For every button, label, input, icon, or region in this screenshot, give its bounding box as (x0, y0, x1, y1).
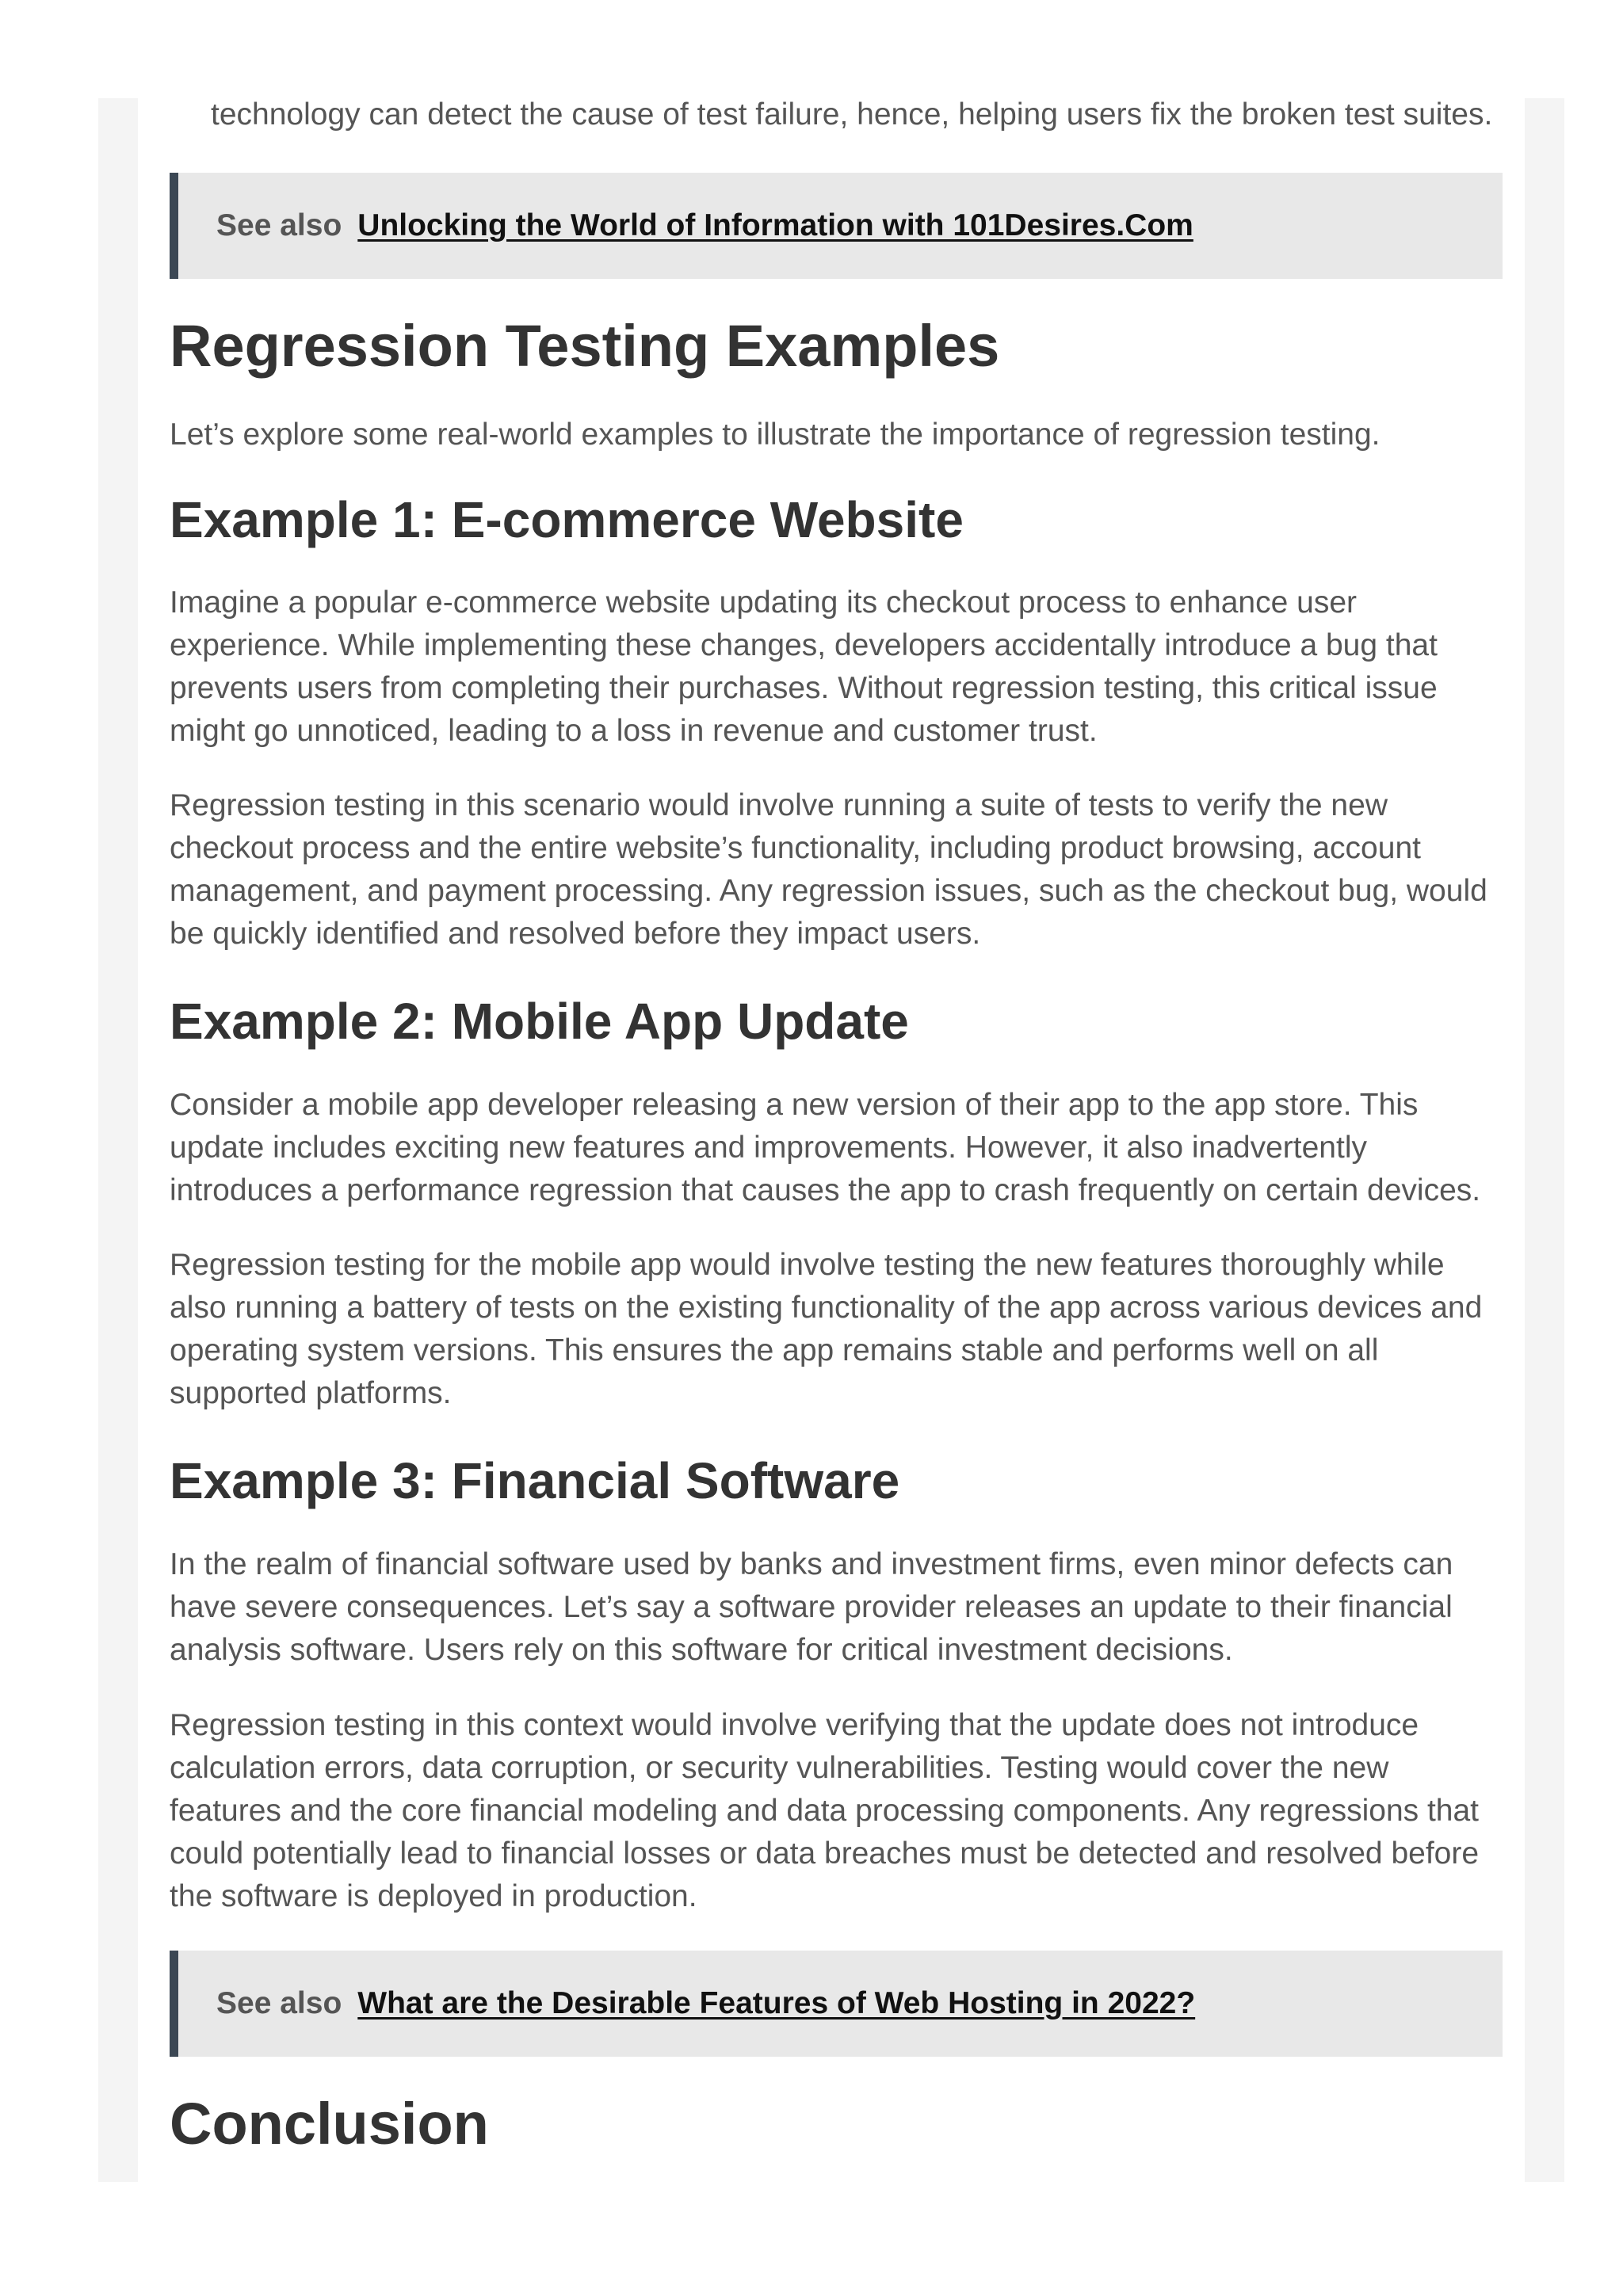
see-also-label: See also (216, 208, 342, 242)
example-2-paragraph-1: Consider a mobile app developer releasing a new version of their app to the app store. This update includes exciting new features and improvements. However, it also inadvertently introduces a performance regression that causes the app to crash frequently on certain devices. (170, 1088, 1481, 1207)
list-item-continuation: technology can detect the cause of test failure, hence, helping users fix the broken test suites. (211, 97, 1493, 132)
example-3-heading: Example 3: Financial Software (170, 1452, 900, 1509)
conclusion-heading: Conclusion (170, 2091, 489, 2157)
see-also-link[interactable]: What are the Desirable Features of Web Hosting in 2022? (357, 1986, 1196, 2020)
section-intro: Let’s explore some real-world examples to illustrate the importance of regression testing. (170, 418, 1381, 452)
example-1-paragraph-2: Regression testing in this scenario would involve running a suite of tests to verify the new checkout process and the entire website’s functionality, including product browsing, account management, and payment processing. Any regression issues, such as the checkout bug, would be quickly identified and resolved before they impact users. (170, 788, 1487, 951)
example-3-paragraph-2: Regression testing in this context would involve verifying that the update does not introduce calculation errors, data corruption, or security vulnerabilities. Testing would cover the new features and the core financial modeling and data processing components. Any regressions that could potentially lead to financial losses or data breaches must be detected and resolved before the software is deployed in production. (170, 1708, 1480, 1913)
see-also-link[interactable]: Unlocking the World of Information with 101Desires.Com (357, 208, 1193, 242)
page-margin-left (98, 98, 138, 2182)
example-1-heading: Example 1: E-commerce Website (170, 491, 964, 548)
example-2-paragraph-2: Regression testing for the mobile app would involve testing the new features thoroughly while also running a battery of tests on the existing functionality of the app across various devices and operating system versions. This ensures the app remains stable and performs well on all supported platforms. (170, 1248, 1483, 1410)
example-1-paragraph-1: Imagine a popular e-commerce website updating its checkout process to enhance user experience. While implementing these changes, developers accidentally introduce a bug that prevents users from completing their purchases. Without regression testing, this critical issue might go unnoticed, leading to a loss in revenue and customer trust. (170, 585, 1438, 748)
example-2-heading: Example 2: Mobile App Update (170, 993, 909, 1050)
see-also-box (170, 173, 1503, 279)
example-3-paragraph-1: In the realm of financial software used by banks and investment firms, even minor defects can have severe consequences. Let’s say a software provider releases an update to their financial analysis software. Users rely on this software for critical investment decisions. (170, 1547, 1453, 1667)
see-also-label: See also (216, 1986, 342, 2020)
see-also-box (170, 1951, 1503, 2057)
section-heading: Regression Testing Examples (170, 313, 1000, 379)
page-margin-right (1525, 98, 1564, 2182)
